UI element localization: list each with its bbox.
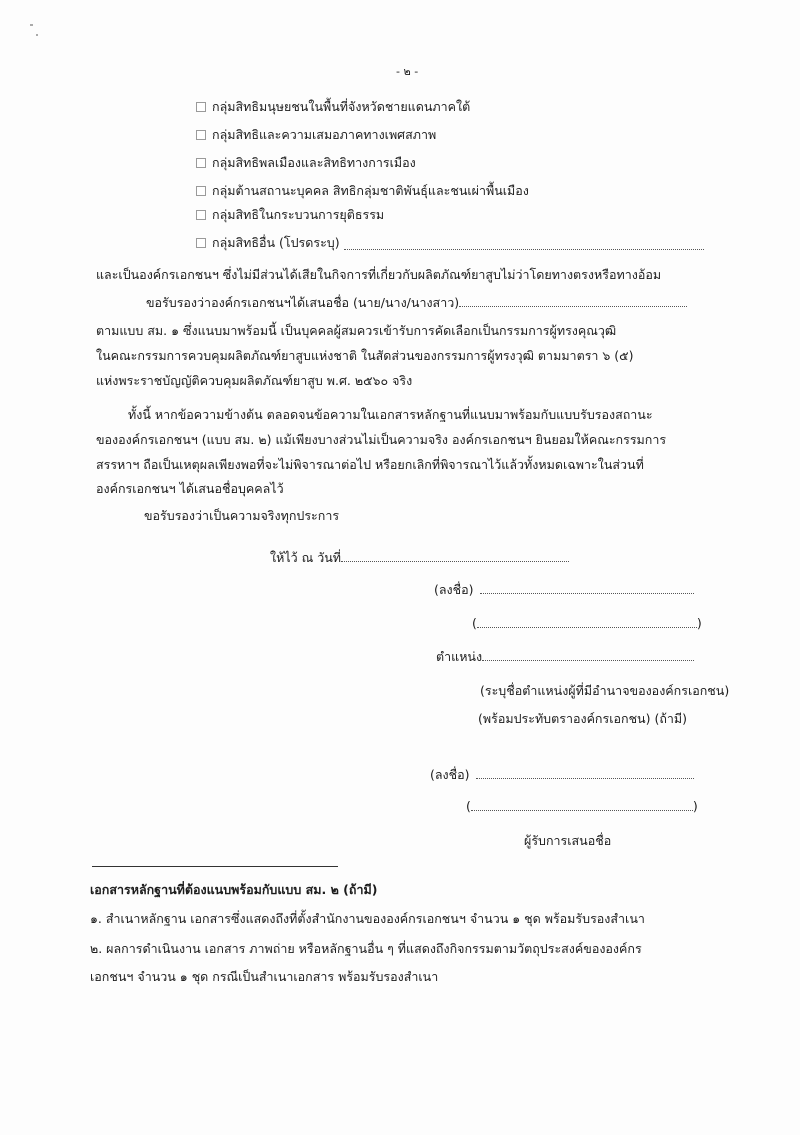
date-label: ให้ไว้ ณ วันที่	[270, 550, 341, 565]
checkbox-icon[interactable]	[196, 238, 206, 248]
receiver-label: ผู้รับการเสนอชื่อ	[524, 833, 612, 848]
receiver-name-field[interactable]	[471, 797, 693, 811]
position-label: ตำแหน่ง	[436, 649, 483, 664]
attachments-title: เอกสารหลักฐานที่ต้องแนบพร้อมกับแบบ สม. ๒ (ถ้ามี)	[90, 882, 378, 897]
checkbox-item[interactable]	[196, 233, 704, 253]
signature-field[interactable]	[480, 581, 694, 595]
checkbox-icon[interactable]	[196, 102, 206, 112]
paren-close: )	[696, 615, 702, 631]
paren-open: (	[466, 798, 471, 814]
certify-line-4: แห่งพระราชบัญญัติควบคุมผลิตภัณฑ์ยาสูบ พ.ศ. ๒๕๖๐ จริง	[96, 373, 413, 388]
date-line	[270, 548, 569, 568]
certify-intro: ขอรับรองว่าองค์กรเอกชนฯได้เสนอชื่อ (นาย/นาง/นางสาว)	[146, 295, 460, 310]
certify-line-1	[146, 293, 687, 313]
other-group-field[interactable]	[344, 236, 704, 250]
checkbox-item[interactable]	[196, 153, 416, 173]
false-statement-line-2: ขององค์กรเอกชนฯ (แบบ สม. ๒) แม้เพียงบางส่วนไม่เป็นความจริง องค์กรเอกชนฯ ยินยอมให้คณะกรรมการ	[96, 432, 667, 447]
position-field[interactable]	[482, 648, 694, 662]
certify-line-3: ในคณะกรรมการควบคุมผลิตภัณฑ์ยาสูบแห่งชาติ ในสัดส่วนของกรรมการผู้ทรงวุฒิ ตามมาตรา ๖ (๕)	[96, 348, 634, 363]
attachment-item-2-line-2: เอกชนฯ จำนวน ๑ ชุด กรณีเป็นสำเนาเอกสาร พร้อมรับรองสำเนา	[90, 969, 439, 984]
paren-open: (	[472, 615, 477, 631]
no-interest-statement: และเป็นองค์กรเอกชนฯ ซึ่งไม่มีส่วนได้เสียในกิจการที่เกี่ยวกับผลิตภัณฑ์ยาสูบไม่ว่าโดยทางตรงหรือทางอ้อม	[96, 267, 662, 282]
checkbox-item[interactable]	[196, 205, 384, 225]
page-number: - ๒ -	[396, 65, 419, 78]
position-note: (ระบุชื่อตำแหน่งผู้ที่มีอำนาจขององค์กรเอกชน)	[480, 683, 730, 698]
checkbox-label: กลุ่มสิทธิพลเมืองและสิทธิทางการเมือง	[212, 155, 416, 170]
checkbox-item[interactable]	[196, 97, 470, 117]
attachment-item-2-line-1: ๒. ผลการดำเนินงาน เอกสาร ภาพถ่าย หรือหลักฐานอื่น ๆ ที่แสดงถึงกิจกรรมตามวัตถุประสงค์ขององค์กร	[90, 941, 642, 956]
checkbox-icon[interactable]	[196, 158, 206, 168]
false-statement-line-1: ทั้งนี้ หากข้อความข้างต้น ตลอดจนข้อความในเอกสารหลักฐานที่แนบมาพร้อมกับแบบรับรองสถานะ	[128, 407, 653, 422]
checkbox-icon[interactable]	[196, 186, 206, 196]
signature-line-2	[430, 765, 694, 785]
false-statement-line-4: องค์กรเอกชนฯ ได้เสนอชื่อบุคคลไว้	[96, 481, 284, 496]
checkbox-label: กลุ่มต้านสถานะบุคคล สิทธิกลุ่มชาติพันธุ์และชนเผ่าพื้นเมือง	[212, 183, 529, 198]
signature-label: (ลงชื่อ)	[430, 767, 470, 782]
printed-name-line-2	[466, 797, 698, 814]
truth-statement: ขอรับรองว่าเป็นความจริงทุกประการ	[144, 508, 340, 523]
paren-close: )	[692, 798, 698, 814]
checkbox-icon[interactable]	[196, 210, 206, 220]
checkbox-label: กลุ่มสิทธิและความเสมอภาคทางเพศสภาพ	[212, 127, 437, 142]
position-line	[436, 647, 694, 667]
printed-name-field[interactable]	[477, 614, 697, 628]
checkbox-item[interactable]	[196, 181, 529, 201]
signature-line-1	[434, 580, 694, 600]
false-statement-line-3: สรรหาฯ ถือเป็นเหตุผลเพียงพอที่จะไม่พิจารณาต่อไป หรือยกเลิกที่พิจารณาไว้แล้วทั้งหมดเฉพาะในส่วนที่	[96, 457, 644, 472]
section-divider	[92, 866, 338, 867]
receiver-signature-field[interactable]	[476, 766, 694, 780]
checkbox-label: กลุ่มสิทธิในกระบวนการยุติธรรม	[212, 207, 385, 222]
checkbox-icon[interactable]	[196, 130, 206, 140]
date-field[interactable]	[341, 549, 569, 563]
attachment-item-1: ๑. สำเนาหลักฐาน เอกสารซึ่งแสดงถึงที่ตั้งสำนักงานขององค์กรเอกชนฯ จำนวน ๑ ชุด พร้อมรับรองสำเนา	[90, 911, 645, 926]
printed-name-line-1	[472, 614, 702, 631]
checkbox-label: กลุ่มสิทธิมนุษยชนในพื้นที่จังหวัดชายแดนภาคใต้	[212, 99, 471, 114]
signature-label: (ลงชื่อ)	[434, 582, 474, 597]
nominee-name-field[interactable]	[459, 294, 687, 308]
seal-note: (พร้อมประทับตราองค์กรเอกชน) (ถ้ามี)	[478, 711, 688, 726]
checkbox-item[interactable]	[196, 125, 436, 145]
checkbox-label: กลุ่มสิทธิอื่น (โปรดระบุ)	[212, 235, 340, 250]
certify-line-2: ตามแบบ สม. ๑ ซึ่งแนบมาพร้อมนี้ เป็นบุคคลผู้สมควรเข้ารับการคัดเลือกเป็นกรรมการผู้ทรงคุณวุฒิ	[96, 323, 617, 338]
